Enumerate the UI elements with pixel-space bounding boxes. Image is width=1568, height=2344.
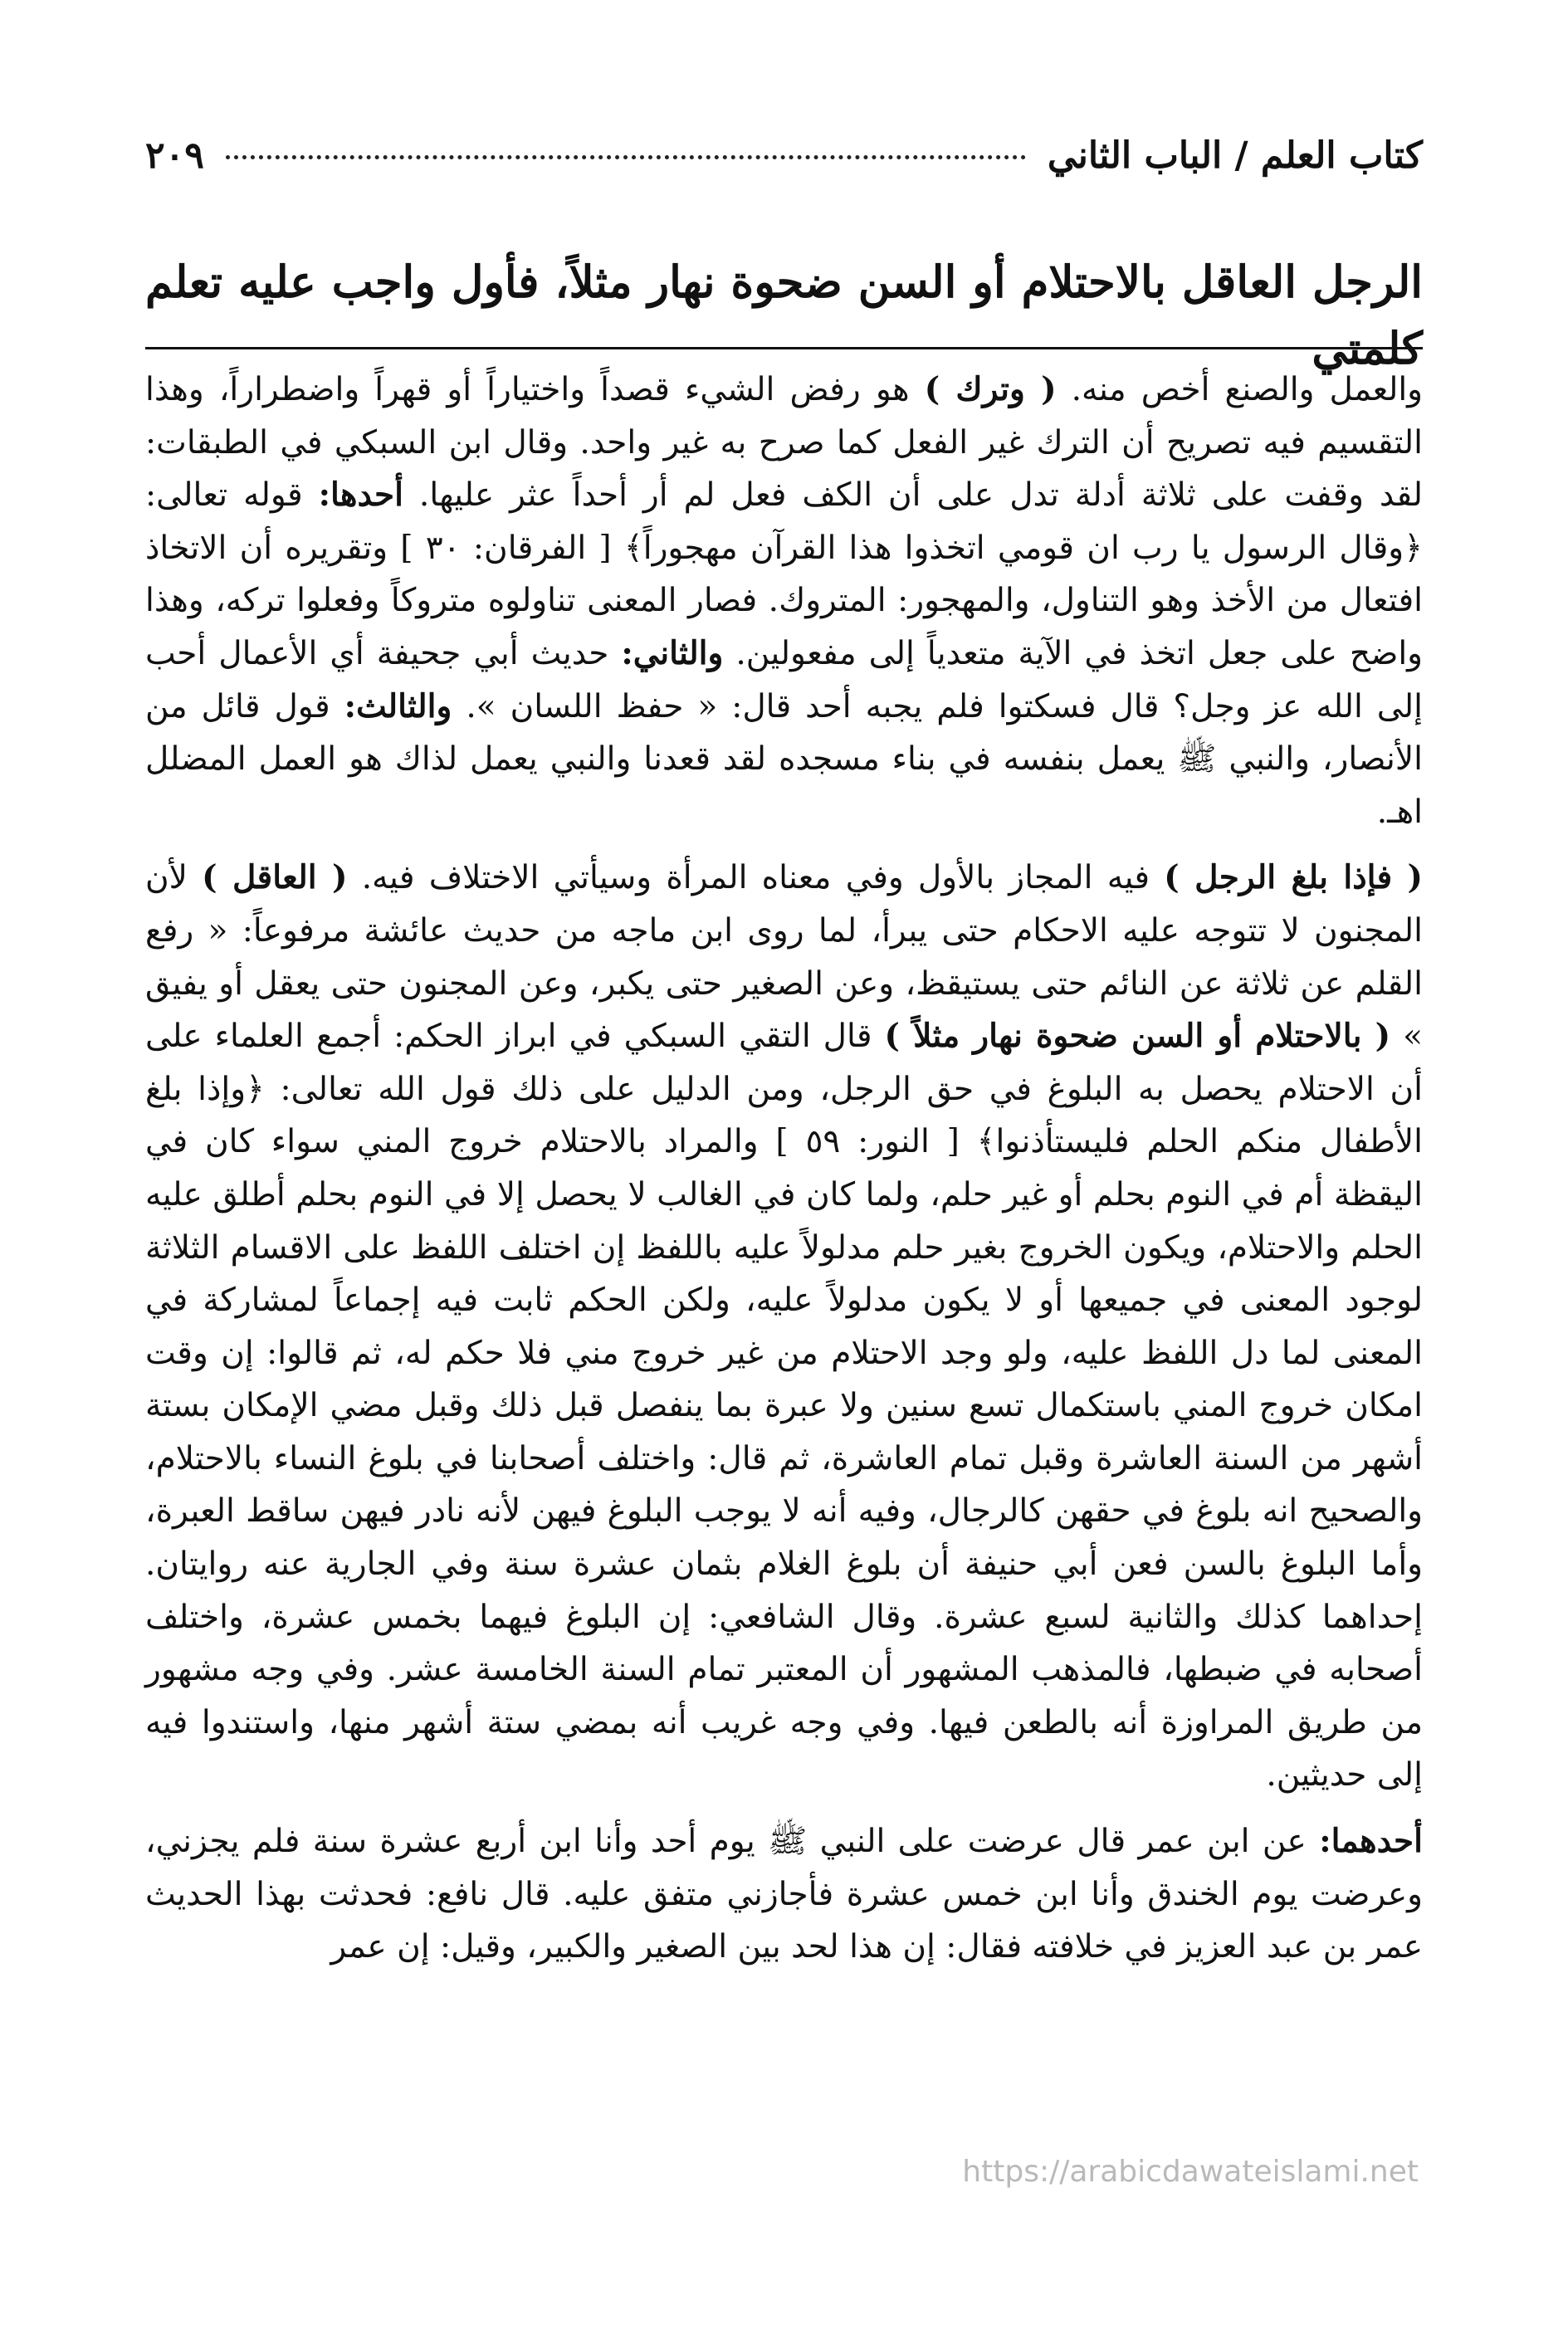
page-number: ٢٠٩: [145, 134, 204, 177]
text-segment: قال التقي السبكي في ابراز الحكم: أجمع العلماء على أن الاحتلام يحصل به البلوغ في حق الرجل، ومن الدليل على ذلك قول الله تعالى: ﴿وإذا بلغ الأطفال منكم الحلم فليستأذنوا﴾ [ النور: ٥٩ ] والمراد بالاحتلام خروج المني سواء كان في اليقظة أم في النوم بحلم أو غير حلم، ولما كان في الغالب لا يحصل إلا في النوم بحلم أطلق عليه الحلم والاحتلام، ويكون الخروج بغير حلم مدلولاً عليه باللفظ إن اختلف اللفظ على الاقسام الثلاثة لوجود المعنى في جميعها أو لا يكون مدلولاً عليه، ولكن الحكم ثابت فيه إجماعاً لمشاركة في المعنى لما دل اللفظ عليه، ولو وجد الاحتلام من غير خروج مني فلا حكم له، ثم قالوا: إن وقت امكان خروج المني باستكمال تسع سنين ولا عبرة بما ينفصل قبل ذلك وقبل مضي الإمكان بستة أشهر من السنة العاشرة وقبل تمام العاشرة، ثم قال: واختلف أصحابنا في بلوغ النساء بالاحتلام، والصحيح انه بلوغ في حقهن كالرجال، وفيه أنه لا يوجب البلوغ فيهن لأنه نادر فيهن ساقط العبرة، وأما البلوغ بالسن فعن أبي حنيفة أن بلوغ الغلام بثمان عشرة سنة وفي الجارية عنه روايتان. إحداهما كذلك والثانية لسبع عشرة. وقال الشافعي: إن البلوغ فيهما بخمس عشرة، واختلف أصحابه في ضبطها، فالمذهب المشهور أن المعتبر تمام السنة الخامسة عشر. وفي وجه مشهور من طريق المراوزة أنه بالطعن فيها. وفي وجه غريب أنه بمضي ستة أشهر منها، واستندوا فيه إلى حديثين.: [145, 1018, 1423, 1795]
text-segment: والعمل والصنع أخص منه.: [1056, 371, 1423, 408]
keyword-ahaduhuma: أحدهما:: [1319, 1822, 1423, 1861]
commentary-paragraph-2: [145, 852, 1423, 1802]
main-text-line: الرجل العاقل بالاحتلام أو السن ضحوة نهار مثلاً، فأول واجب عليه تعلم كلمتي: [145, 256, 1423, 374]
keyword-bil-ihtilam: ( بالاحتلام أو السن ضحوة نهار مثلاً ): [884, 1017, 1391, 1056]
keyword-ahaduha: أحدها:: [318, 476, 403, 515]
keyword-al-aqil: ( العاقل ): [202, 858, 348, 897]
commentary-paragraph-1: [145, 364, 1423, 838]
header-title: كتاب العلم / الباب الثاني: [1047, 134, 1423, 177]
text-segment: هو رفض الشيء قصداً واختياراً أو قهراً واضطراراً، وهذا التقسيم فيه تصريح أن الترك غير الفعل كما صرح به غير واحد. وقال ابن السبكي في الطبقات: لقد وقفت على ثلاثة أدلة تدل على أن الكف فعل لم أر أحداً عثر عليها.: [145, 371, 1423, 515]
text-segment: فيه المجاز بالأول وفي معناه المرأة وسيأتي الاختلاف فيه.: [347, 859, 1165, 897]
header-dot-leader: [226, 155, 1026, 159]
text-segment: حديث أبي جحيفة أي الأعمال أحب إلى الله عز وجل؟ قال فسكتوا فلم يجبه أحد قال: « حفظ اللسان ».: [145, 634, 1423, 725]
text-segment: لأن المجنون لا تتوجه عليه الاحكام حتى يبرأ، لما روى ابن ماجه من حديث عائشة مرفوعاً: « رفع القلم عن ثلاثة عن النائم حتى يستيقظ، وعن الصغير حتى يكبر، وعن المجنون حتى يعقل أو يفيق »: [145, 859, 1423, 1056]
keyword-fa-idha-balagha: ( فإذا بلغ الرجل ): [1164, 858, 1424, 897]
commentary-body: [145, 364, 1423, 1974]
commentary-paragraph-3: [145, 1815, 1423, 1974]
separator-rule: [145, 347, 1423, 349]
text-segment: قول قائل من الأنصار، والنبي ﷺ يعمل بنفسه في بناء مسجده لقد قعدنا والنبي يعمل لذاك هو العمل المضلل اهـ.: [145, 687, 1423, 831]
keyword-wathani: والثاني:: [621, 633, 724, 672]
website-watermark: https://arabicdawateislami.net: [962, 2155, 1419, 2189]
text-segment: قوله تعالى: ﴿وقال الرسول يا رب ان قومي اتخذوا هذا القرآن مهجوراً﴾ [ الفرقان: ٣٠ ] وتقريره أن الاتخاذ افتعال من الأخذ وهو التناول، والمهجور: المتروك. فصار المعنى تناولوه متروكاً وفعلوا تركه، وهذا واضح على جعل اتخذ في الآية متعدياً إلى مفعولين.: [145, 476, 1423, 672]
keyword-wathalith: والثالث:: [344, 686, 452, 725]
running-header: [145, 134, 1423, 193]
text-segment: عن ابن عمر قال عرضت على النبي ﷺ يوم أحد وأنا ابن أربع عشرة سنة فلم يجزني، وعرضت يوم الخندق وأنا ابن خمس عشرة فأجازني متفق عليه. قال نافع: فحدثت بهذا الحديث عمر بن عبد العزيز في خلافته فقال: إن هذا لحد بين الصغير والكبير، وقيل: إن عمر: [145, 1823, 1423, 1966]
keyword-watarak: ( وترك ): [924, 370, 1057, 408]
